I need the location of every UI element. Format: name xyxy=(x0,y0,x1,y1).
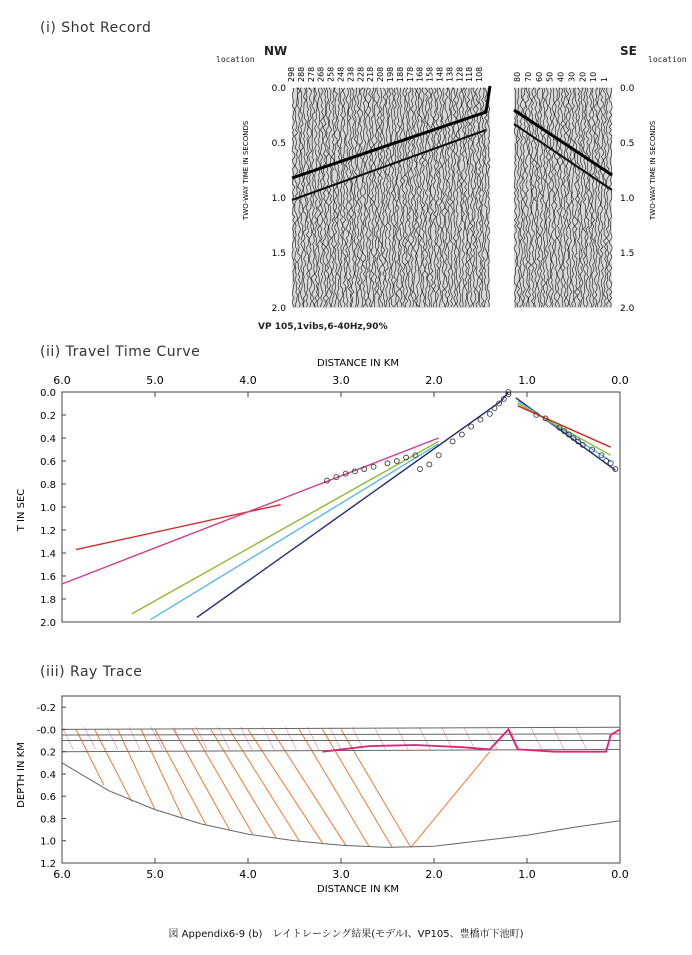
rt-xtick-label: 6.0 xyxy=(53,868,71,881)
time-tick-left: 1.0 xyxy=(271,194,286,204)
rt-shallow-ray xyxy=(151,727,162,749)
tt-xtick-label: 1.0 xyxy=(518,374,536,387)
time-tick-left: 1.5 xyxy=(271,249,286,259)
tt-ytick-label: 0.0 xyxy=(40,388,56,399)
station-label: 208 xyxy=(376,66,386,82)
station-label: 30 xyxy=(567,71,577,82)
shot-ylabel-left: TWO-WAY TIME IN SECONDS xyxy=(242,120,250,220)
rt-ray xyxy=(271,729,345,845)
tt-series-line xyxy=(62,438,439,584)
ray-trace-title: (iii) Ray Trace xyxy=(40,664,143,680)
tt-ylabel: T IN SEC xyxy=(16,488,27,532)
rt-shallow-ray xyxy=(84,727,95,749)
rt-ylabel: DEPTH IN KM xyxy=(16,742,27,808)
rt-xtick-label: 1.0 xyxy=(518,868,536,881)
tt-ytick-label: 1.6 xyxy=(40,572,56,583)
rt-ray xyxy=(248,729,322,843)
tt-ytick-label: 1.4 xyxy=(40,549,56,560)
station-label: 50 xyxy=(545,71,555,82)
station-label: 118 xyxy=(465,66,475,82)
station-label: 248 xyxy=(336,66,346,82)
station-label: 258 xyxy=(326,66,336,82)
rt-ray xyxy=(155,729,206,825)
tt-ytick-label: 2.0 xyxy=(40,618,56,629)
time-tick-left: 0.0 xyxy=(271,84,286,94)
rt-ytick-label: -0.0 xyxy=(36,725,56,737)
station-label: 70 xyxy=(523,71,533,82)
shot-params: VP 105,1vibs,6-40Hz,90% xyxy=(258,322,388,332)
rt-ytick-label: 1.2 xyxy=(40,859,56,870)
rt-shallow-ray xyxy=(464,727,475,749)
rt-xtick-label: 4.0 xyxy=(239,868,257,881)
station-label: 178 xyxy=(405,66,415,82)
station-label: 238 xyxy=(346,66,356,82)
station-label: 168 xyxy=(415,66,425,82)
seismic-traces xyxy=(292,86,612,308)
rt-shallow-ray xyxy=(508,727,519,749)
tt-xtick-label: 0.0 xyxy=(611,374,629,387)
tt-observed-point xyxy=(436,453,441,458)
tt-observed-point xyxy=(487,411,492,416)
tt-ytick-label: 1.8 xyxy=(40,595,56,606)
rt-layer-line xyxy=(62,734,620,735)
tt-xtick-label: 5.0 xyxy=(146,374,164,387)
location-label-right: location xyxy=(648,55,687,64)
station-label: 278 xyxy=(306,66,316,82)
rt-ray xyxy=(341,729,411,847)
tt-series-line xyxy=(516,398,616,470)
time-tick-right: 1.5 xyxy=(620,249,635,259)
tt-xtick-label: 6.0 xyxy=(53,374,71,387)
rt-shallow-ray xyxy=(330,727,341,749)
rt-shallow-ray xyxy=(129,727,140,749)
tt-observed-point xyxy=(427,462,432,467)
tt-observed-point xyxy=(418,467,423,472)
tt-ytick-label: 0.6 xyxy=(40,457,56,468)
se-label: SE xyxy=(620,44,637,58)
nw-label: NW xyxy=(264,44,288,58)
time-tick-left: 0.5 xyxy=(271,139,286,149)
travel-time-chart xyxy=(0,350,692,640)
tt-ytick-label: 0.4 xyxy=(40,434,56,445)
tt-frame xyxy=(62,392,620,622)
tt-xtick-label: 2.0 xyxy=(425,374,443,387)
tt-observed-point xyxy=(459,432,464,437)
rt-xtick-label: 0.0 xyxy=(611,868,629,881)
tt-series-line xyxy=(518,401,611,461)
station-label: 188 xyxy=(395,66,405,82)
rt-layer-line xyxy=(62,763,620,848)
station-label: 288 xyxy=(296,66,306,82)
rt-ray xyxy=(192,729,252,834)
station-label: 198 xyxy=(386,66,395,82)
figure-caption: 図 Appendix6-9 (b) レイトレーシング結果(モデルⅠ、VP105、豊橋市下池町) xyxy=(168,929,524,940)
rt-ytick-label: 1.0 xyxy=(40,836,56,848)
station-label: 298 xyxy=(287,66,296,82)
tt-xtick-label: 4.0 xyxy=(239,374,257,387)
rt-xtick-label: 3.0 xyxy=(332,868,350,881)
station-label: 268 xyxy=(316,66,326,82)
time-tick-right: 1.0 xyxy=(620,194,635,204)
rt-layer-line xyxy=(62,727,620,729)
station-label: 10 xyxy=(589,71,599,82)
station-label: 1 xyxy=(600,76,610,82)
tt-observed-point xyxy=(478,417,483,422)
rt-xtick-label: 2.0 xyxy=(425,868,443,881)
rt-shallow-ray xyxy=(107,727,118,749)
rt-xtick-label: 5.0 xyxy=(146,868,164,881)
travel-time-title: (ii) Travel Time Curve xyxy=(40,344,201,360)
station-labels xyxy=(287,67,609,82)
station-label: 40 xyxy=(556,71,566,82)
station-label: 148 xyxy=(435,66,445,82)
station-label: 20 xyxy=(578,71,588,82)
ray-trace-chart xyxy=(0,680,692,900)
tt-ytick-label: 1.0 xyxy=(40,503,56,514)
station-label: 138 xyxy=(445,66,455,82)
rt-shallow-ray xyxy=(62,727,73,749)
rt-shallow-ray xyxy=(531,727,542,749)
station-label: 218 xyxy=(366,66,376,82)
rt-ytick-label: 0.6 xyxy=(40,792,56,804)
station-label: 128 xyxy=(455,66,465,82)
shot-record-title: (i) Shot Record xyxy=(40,20,152,36)
tt-ytick-label: 0.2 xyxy=(40,411,56,422)
time-tick-right: 0.0 xyxy=(620,84,635,94)
tt-observed-point xyxy=(469,424,474,429)
tt-xlabel: DISTANCE IN KM xyxy=(317,358,399,369)
rt-shallow-ray xyxy=(174,727,185,749)
rt-ytick-label: 0.2 xyxy=(40,747,56,759)
tt-series-line xyxy=(518,406,611,447)
tt-xtick-label: 3.0 xyxy=(332,374,350,387)
rt-ytick-label: 0.8 xyxy=(40,814,56,826)
tt-observed-point xyxy=(385,461,390,466)
station-label: 60 xyxy=(534,71,544,82)
shot-ylabel-right: TWO-WAY TIME IN SECONDS xyxy=(649,120,657,220)
rt-shallow-ray xyxy=(218,727,229,749)
rt-shallow-ray xyxy=(575,727,586,749)
rt-ytick-label: 0.4 xyxy=(40,769,56,781)
rt-ray xyxy=(411,752,490,848)
rt-shallow-ray xyxy=(285,727,296,749)
tt-observed-point xyxy=(450,439,455,444)
tt-ytick-label: 0.8 xyxy=(40,480,56,491)
shot-record-figure xyxy=(0,0,692,340)
rt-shallow-ray xyxy=(553,727,564,749)
tt-observed-point xyxy=(394,459,399,464)
location-label-left: location xyxy=(216,55,255,64)
time-tick-right: 0.5 xyxy=(620,139,635,149)
rt-shallow-ray xyxy=(241,727,252,749)
tt-observed-point xyxy=(608,461,613,466)
station-label: 108 xyxy=(475,66,485,82)
station-label: 228 xyxy=(356,66,366,82)
station-label: 80 xyxy=(513,71,522,82)
tt-series-line xyxy=(197,392,509,617)
rt-ray xyxy=(211,729,276,837)
rt-ytick-label: -0.2 xyxy=(36,703,56,715)
time-tick-left: 2.0 xyxy=(271,304,286,314)
rt-ray xyxy=(229,729,299,840)
station-label: 158 xyxy=(425,66,435,82)
rt-xlabel: DISTANCE IN KM xyxy=(317,884,399,895)
tt-ytick-label: 1.2 xyxy=(40,526,56,537)
tt-observed-point xyxy=(371,464,376,469)
time-tick-right: 2.0 xyxy=(620,304,635,314)
tt-series-line xyxy=(150,444,438,620)
